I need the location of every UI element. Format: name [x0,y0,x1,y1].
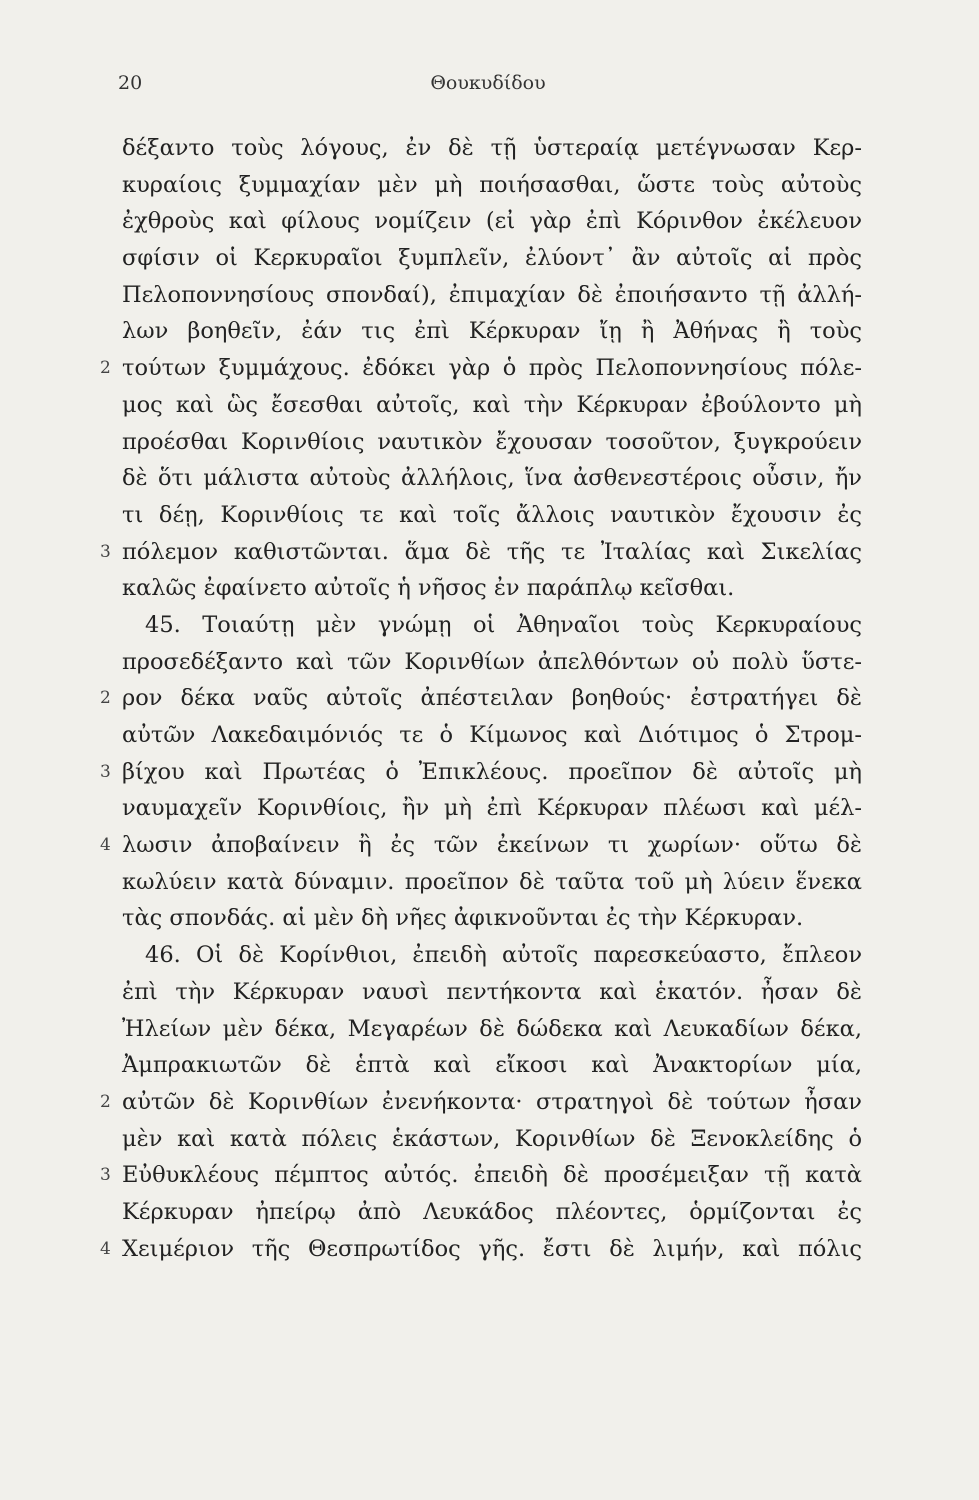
section-number: 3 [100,541,111,562]
text-line [0,570,979,607]
text-line [0,1011,979,1048]
line-text: ἐπὶ τὴν Κέρκυραν ναυσὶ πεντήκοντα καὶ ἑκατόν. ἦσαν δὲ [122,978,862,1005]
text-line [0,1047,979,1084]
text-line [0,240,979,277]
line-text: βίχου καὶ Πρωτέας ὁ Ἐπικλέους. προεῖπον δὲ αὐτοῖς μὴ [122,758,862,785]
text-line [0,277,979,314]
text-line [0,167,979,204]
line-text: 45. Τοιαύτῃ μὲν γνώμῃ οἱ Ἀθηναῖοι τοὺς Κερκυραίους [145,611,862,638]
text-line [0,607,979,644]
text-line [0,790,979,827]
line-text: ρον δέκα ναῦς αὐτοῖς ἀπέστειλαν βοηθούς· ἐστρατήγει δὲ [122,685,862,712]
section-number: 4 [100,1238,111,1259]
text-line [0,937,979,974]
line-text: ναυμαχεῖν Κορινθίοις, ἢν μὴ ἐπὶ Κέρκυραν πλέωσι καὶ μέλ- [122,795,862,822]
line-text: τὰς σπονδάς. αἱ μὲν δὴ νῆες ἀφικνοῦνται ἐς τὴν Κέρκυραν. [122,905,804,932]
section-number: 4 [100,835,111,856]
text-line [0,1084,979,1121]
text-line [0,974,979,1011]
line-text: σφίσιν οἱ Κερκυραῖοι ξυμπλεῖν, ἐλύοντ᾽ ἂν αὐτοῖς αἱ πρὸς [122,245,862,272]
text-line [0,754,979,791]
line-text: μος καὶ ὣς ἔσεσθαι αὐτοῖς, καὶ τὴν Κέρκυραν ἐβούλοντο μὴ [122,391,862,418]
text-line [0,460,979,497]
running-title: Θουκυδίδου [430,72,546,94]
line-text: αὐτῶν Λακεδαιμόνιός τε ὁ Κίμωνος καὶ Διότιμος ὁ Στρομ- [122,722,862,748]
line-text: Ἠλείων μὲν δέκα, Μεγαρέων δὲ δώδεκα καὶ Λευκαδίων δέκα, [122,1015,862,1042]
line-text: Εὐθυκλέους πέμπτος αὐτός. ἐπειδὴ δὲ προσέμειξαν τῇ κατὰ [122,1162,862,1189]
line-text: λωσιν ἀποβαίνειν ἢ ἐς τῶν ἐκείνων τι χωρίων· οὕτω δὲ [122,832,862,859]
line-text: αὐτῶν δὲ Κορινθίων ἐνενήκοντα· στρατηγοὶ δὲ τούτων ἦσαν [122,1088,862,1115]
text-line [0,387,979,424]
text-line [0,203,979,240]
text-line [0,1231,979,1268]
line-text: πόλεμον καθιστῶνται. ἅμα δὲ τῆς τε Ἰταλίας καὶ Σικελίας [122,538,862,565]
line-text: μὲν καὶ κατὰ πόλεις ἑκάστων, Κορινθίων δὲ Ξενοκλείδης ὁ [122,1125,862,1152]
line-text: τι δέῃ, Κορινθίοις τε καὶ τοῖς ἄλλοις ναυτικὸν ἔχουσιν ἐς [122,501,862,528]
page-header [118,72,858,102]
line-text: Χειμέριον τῆς Θεσπρωτίδος γῆς. ἔστι δὲ λιμήν, καὶ πόλις [122,1235,862,1262]
text-line [0,130,979,167]
text-line [0,644,979,681]
line-text: Πελοποννησίους σπονδαί), ἐπιμαχίαν δὲ ἐποιήσαντο τῇ ἀλλή- [122,281,862,308]
text-line [0,534,979,571]
section-number: 2 [100,358,111,379]
text-line [0,424,979,461]
text-line [0,717,979,754]
line-text: λων βοηθεῖν, ἐάν τις ἐπὶ Κέρκυραν ἴῃ ἢ Ἀθήνας ἢ τοὺς [122,318,862,345]
page-number: 20 [118,72,143,94]
body-text [0,130,979,1267]
text-line [0,1194,979,1231]
section-number: 2 [100,688,111,709]
text-line [0,864,979,901]
line-text: κωλύειν κατὰ δύναμιν. προεῖπον δὲ ταῦτα τοῦ μὴ λύειν ἕνεκα [122,868,862,895]
line-text: προέσθαι Κορινθίοις ναυτικὸν ἔχουσαν τοσοῦτον, ξυγκρούειν [122,428,862,455]
section-number: 2 [100,1091,111,1112]
text-line [0,497,979,534]
text-line [0,827,979,864]
line-text: Ἀμπρακιωτῶν δὲ ἑπτὰ καὶ εἴκοσι καὶ Ἀνακτορίων μία, [122,1052,862,1079]
text-line [0,1157,979,1194]
line-text: καλῶς ἐφαίνετο αὐτοῖς ἡ νῆσος ἐν παράπλῳ κεῖσθαι. [122,575,735,602]
line-text: 46. Οἱ δὲ Κορίνθιοι, ἐπειδὴ αὐτοῖς παρεσκεύαστο, ἔπλεον [145,942,862,969]
section-number: 3 [100,1165,111,1186]
section-number: 3 [100,761,111,782]
text-line [0,680,979,717]
line-text: Κέρκυραν ἠπείρῳ ἀπὸ Λευκάδος πλέοντες, ὁρμίζονται ἐς [122,1198,862,1225]
text-line [0,350,979,387]
line-text: δέξαντο τοὺς λόγους, ἐν δὲ τῇ ὑστεραίᾳ μετέγνωσαν Κερ- [122,135,862,161]
line-text: τούτων ξυμμάχους. ἐδόκει γὰρ ὁ πρὸς Πελοποννησίους πόλε- [122,355,862,382]
text-line [0,1121,979,1158]
line-text: κυραίοις ξυμμαχίαν μὲν μὴ ποιήσασθαι, ὥστε τοὺς αὐτοὺς [122,171,862,198]
line-text: προσεδέξαντο καὶ τῶν Κορινθίων ἀπελθόντων οὐ πολὺ ὕστε- [122,648,862,675]
line-text: δὲ ὅτι μάλιστα αὐτοὺς ἀλλήλοις, ἵνα ἀσθενεστέροις οὖσιν, ἤν [122,465,862,492]
text-line [0,313,979,350]
line-text: ἐχθροὺς καὶ φίλους νομίζειν (εἰ γὰρ ἐπὶ Κόρινθον ἐκέλευον [122,208,862,235]
text-line [0,900,979,937]
